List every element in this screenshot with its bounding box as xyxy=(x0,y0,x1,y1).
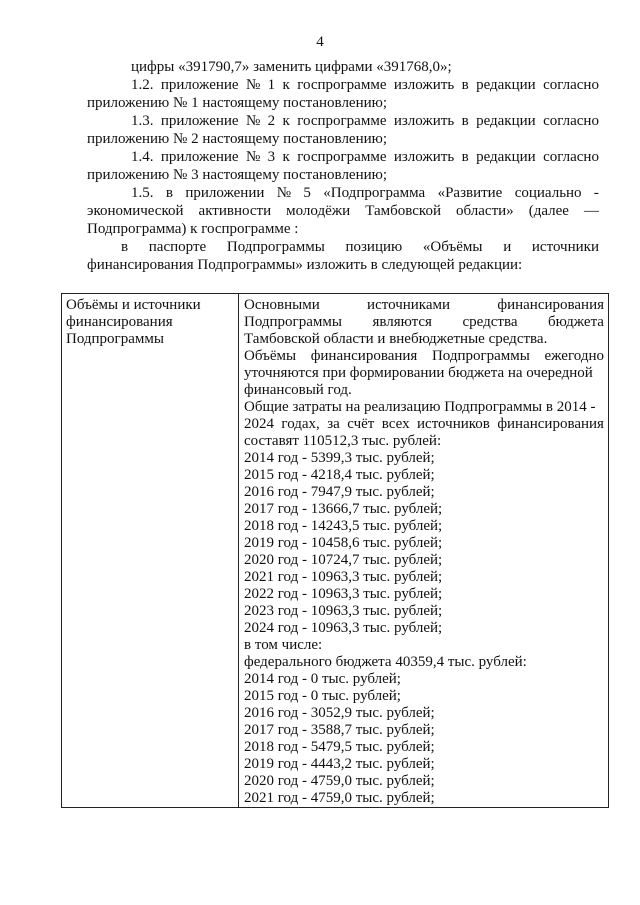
paragraph-line: цифры «391790,7» заменить цифрами «391768,0»; xyxy=(131,59,452,75)
cell-line: 2018 год - 14243,5 тыс. рублей; xyxy=(244,518,443,534)
cell-line: Тамбовской области и внебюджетные средства. xyxy=(244,331,548,347)
cell-line: уточняются при формировании бюджета на очередной xyxy=(244,365,593,381)
cell-line: Основными источниками финансирования xyxy=(244,297,604,313)
cell-line: 2024 год - 10963,3 тыс. рублей; xyxy=(244,620,443,636)
paragraph-digits xyxy=(87,58,599,76)
cell-line: 2016 год - 7947,9 тыс. рублей; xyxy=(244,484,435,500)
cell-line: 2015 год - 4218,4 тыс. рублей; xyxy=(244,467,435,483)
cell-line: 2020 год - 4759,0 тыс. рублей; xyxy=(244,773,435,789)
cell-line: 2024 годах, за счёт всех источников финансирования xyxy=(244,416,604,432)
cell-line: финансирования xyxy=(66,314,173,330)
cell-line: 2021 год - 10963,3 тыс. рублей; xyxy=(244,569,443,585)
cell-line: в том числе: xyxy=(244,637,323,653)
paragraph-line: в паспорте Подпрограммы позицию «Объёмы и источники xyxy=(121,239,599,255)
paragraph-line: приложению № 3 настоящему постановлению; xyxy=(87,167,388,183)
paragraph-line: 1.4. приложение № 3 к госпрограмме изложить в редакции согласно xyxy=(131,149,599,165)
cell-line: 2016 год - 3052,9 тыс. рублей; xyxy=(244,705,435,721)
cell-line: 2017 год - 13666,7 тыс. рублей; xyxy=(244,501,443,517)
cell-line: 2022 год - 10963,3 тыс. рублей; xyxy=(244,586,443,602)
document-body xyxy=(87,58,599,274)
cell-line: Подпрограммы являются средства бюджета xyxy=(244,314,604,330)
paragraph-line: 1.3. приложение № 2 к госпрограмме изложить в редакции согласно xyxy=(131,113,599,129)
cell-line: 2023 год - 10963,3 тыс. рублей; xyxy=(244,603,443,619)
paragraph-1-2 xyxy=(87,76,599,112)
paragraph-line: финансирования Подпрограммы» изложить в следующей редакции: xyxy=(87,257,523,273)
paragraph-1-5 xyxy=(87,184,599,238)
paragraph-line: Подпрограмма) к госпрограмме : xyxy=(87,221,299,237)
table-row xyxy=(62,294,609,808)
paragraph-line: приложению № 1 настоящему постановлению; xyxy=(87,95,388,111)
cell-line: 2020 год - 10724,7 тыс. рублей; xyxy=(244,552,443,568)
cell-line: федерального бюджета 40359,4 тыс. рублей: xyxy=(244,654,527,670)
paragraph-line: экономической активности молодёжи Тамбовской области» (далее — xyxy=(87,203,599,219)
cell-line: Подпрограммы xyxy=(66,331,164,347)
paragraph-line: приложению № 2 настоящему постановлению; xyxy=(87,131,388,147)
page-number: 4 xyxy=(316,34,324,50)
table-cell-label xyxy=(62,294,239,808)
cell-line: Объёмы финансирования Подпрограммы ежегодно xyxy=(244,348,604,364)
paragraph-1-3 xyxy=(87,112,599,148)
cell-line: 2017 год - 3588,7 тыс. рублей; xyxy=(244,722,435,738)
paragraph-1-4 xyxy=(87,148,599,184)
paragraph-line: 1.5. в приложении № 5 «Подпрограмма «Развитие социально - xyxy=(131,185,599,201)
paragraph-line: 1.2. приложение № 1 к госпрограмме изложить в редакции согласно xyxy=(131,77,599,93)
cell-line: 2015 год - 0 тыс. рублей; xyxy=(244,688,401,704)
cell-line: 2019 год - 10458,6 тыс. рублей; xyxy=(244,535,443,551)
funding-table xyxy=(61,293,609,808)
cell-line: Объёмы и источники xyxy=(66,297,201,313)
cell-line: 2014 год - 0 тыс. рублей; xyxy=(244,671,401,687)
cell-line: 2021 год - 4759,0 тыс. рублей; xyxy=(244,790,435,806)
cell-line: составят 110512,3 тыс. рублей: xyxy=(244,433,442,449)
cell-line: Общие затраты на реализацию Подпрограммы в 2014 - xyxy=(244,399,596,415)
paragraph-passport xyxy=(87,238,599,274)
cell-line: 2018 год - 5479,5 тыс. рублей; xyxy=(244,739,435,755)
table-cell-content xyxy=(239,294,609,808)
cell-line: 2019 год - 4443,2 тыс. рублей; xyxy=(244,756,435,772)
cell-line: 2014 год - 5399,3 тыс. рублей; xyxy=(244,450,435,466)
cell-line: финансовый год. xyxy=(244,382,352,398)
